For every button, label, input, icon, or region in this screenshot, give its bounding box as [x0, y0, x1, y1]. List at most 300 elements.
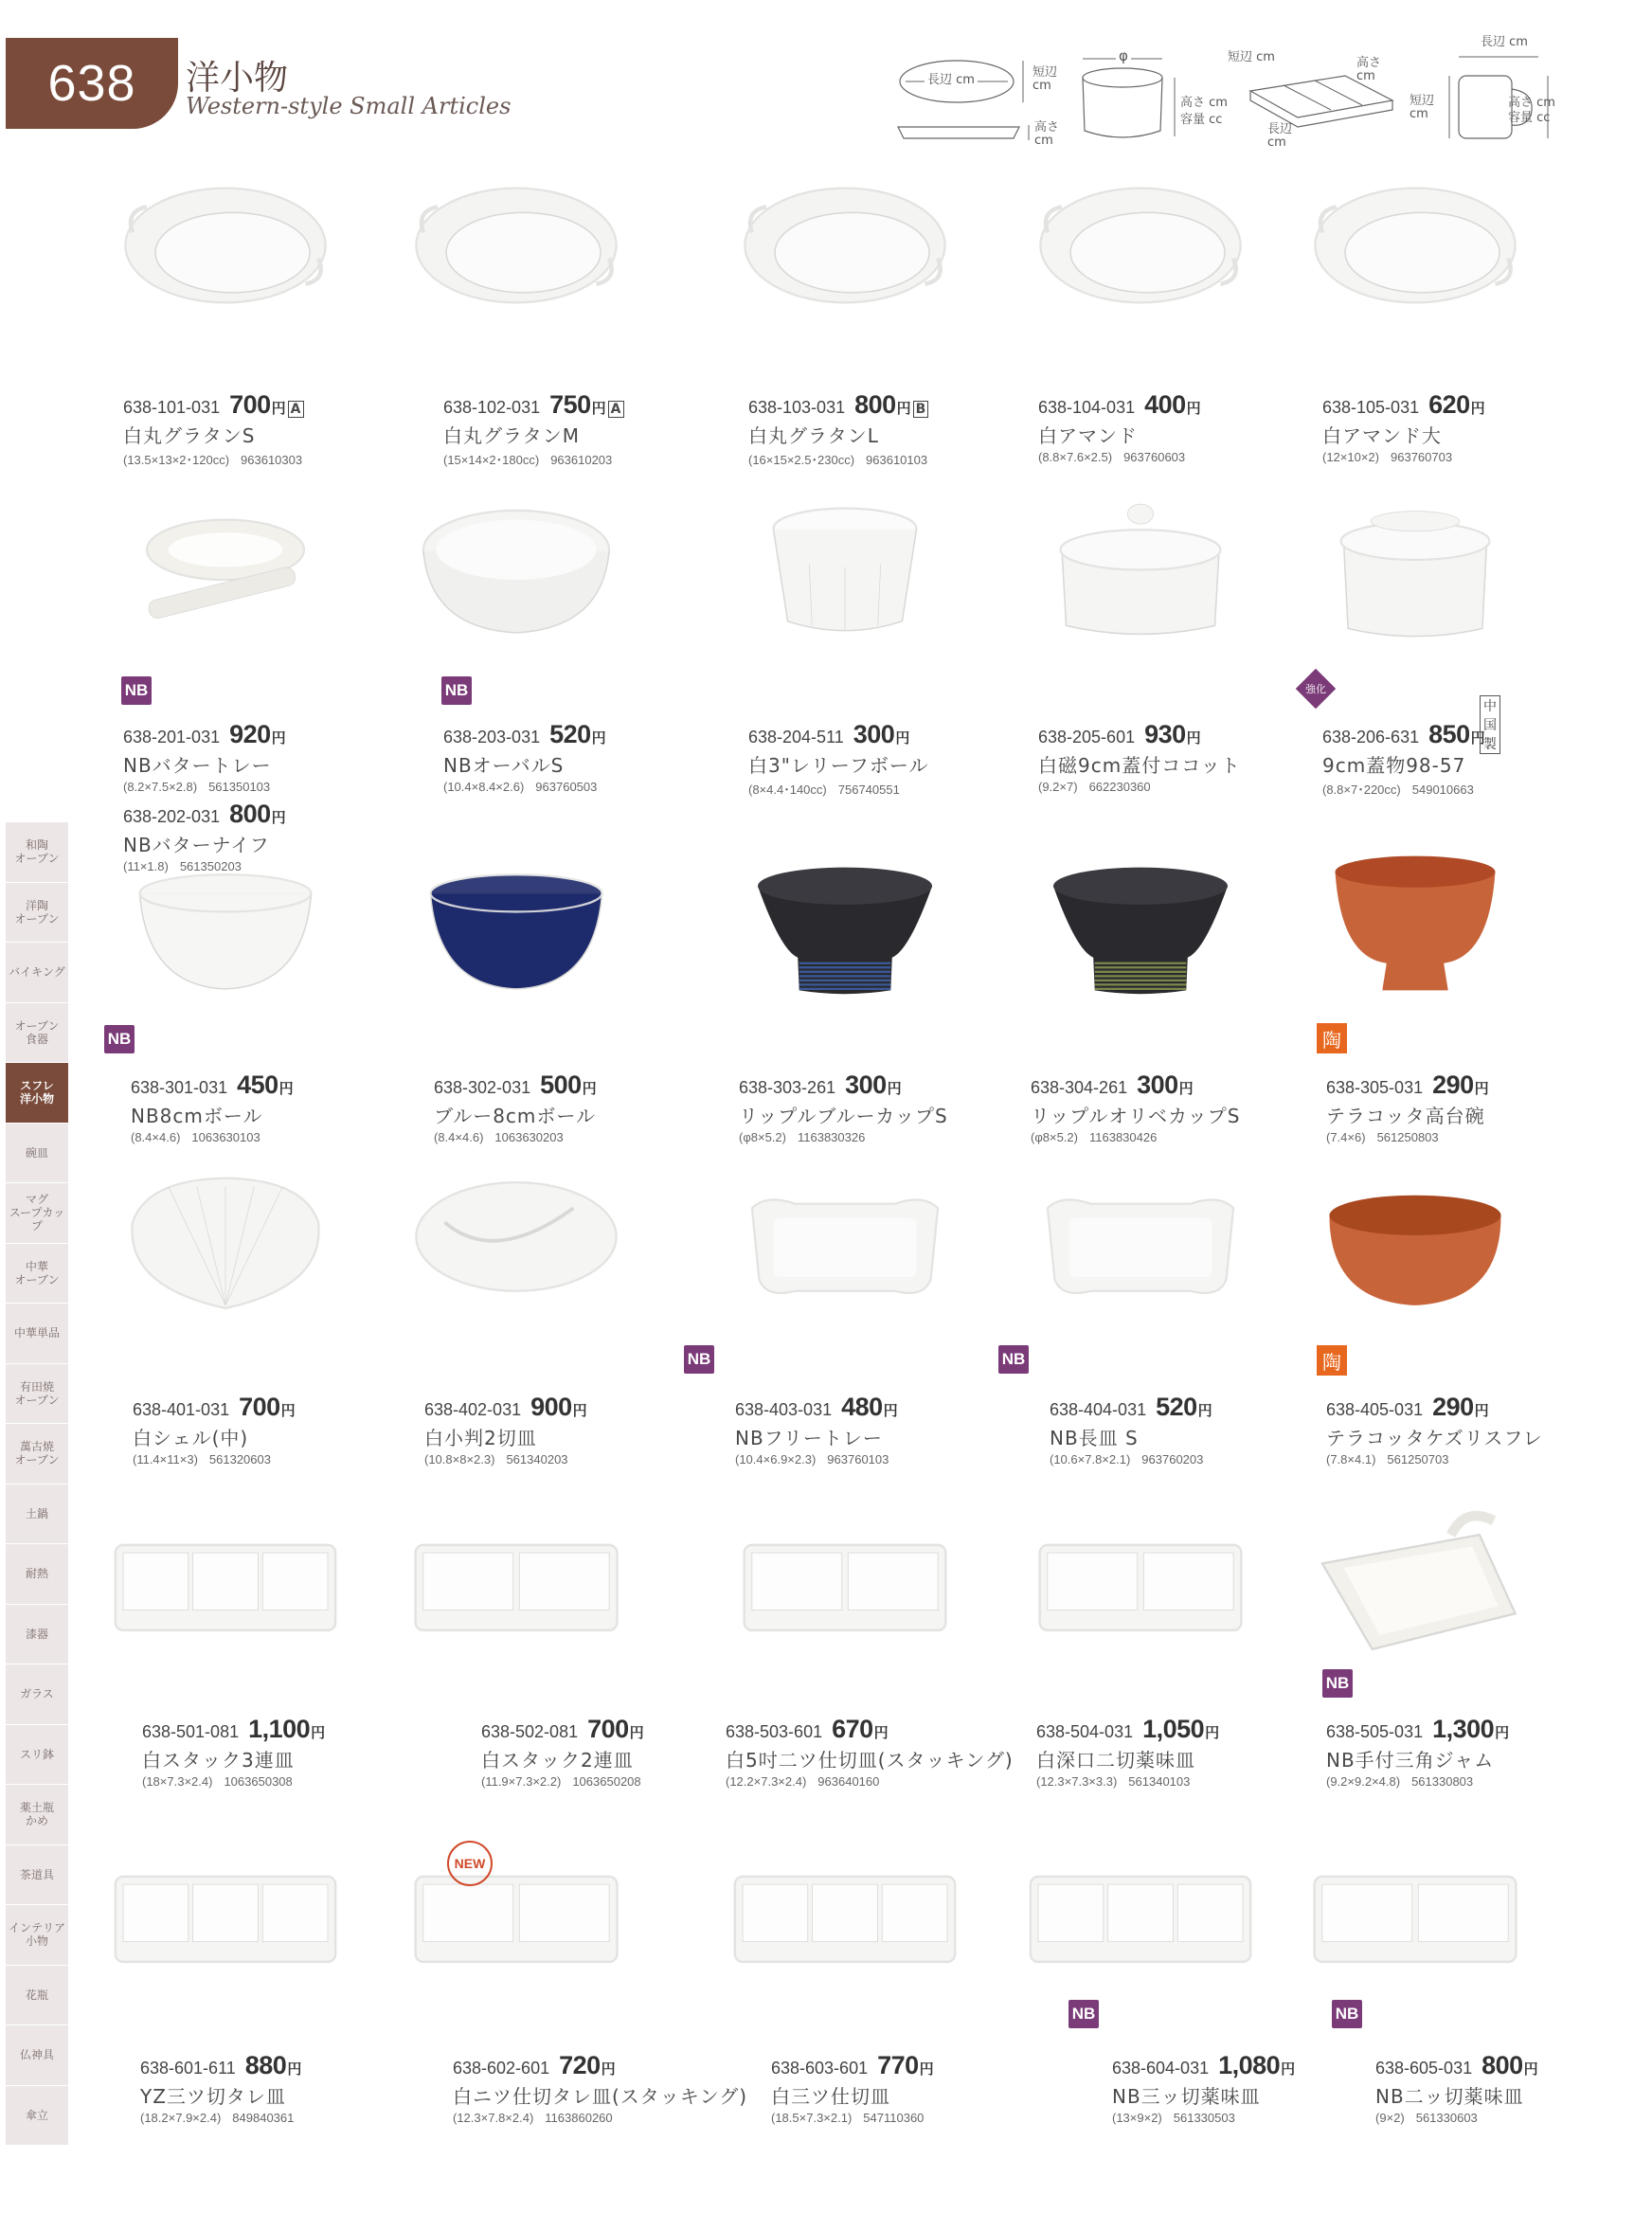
product-image	[1306, 1165, 1524, 1326]
product-info	[142, 1715, 325, 1789]
divided-illustration	[407, 1165, 625, 1322]
product-size: (φ8×5.2)	[739, 1130, 786, 1144]
product-code: 638-604-031	[1112, 2059, 1210, 2078]
product-image	[1022, 1838, 1259, 2012]
product-size: (8.4×4.6)	[434, 1130, 484, 1144]
nb-badge: NB	[1332, 2000, 1362, 2028]
product-spec	[1031, 1130, 1241, 1144]
ceramic-badge: 陶	[1317, 1023, 1347, 1053]
product-info	[1322, 390, 1485, 464]
yen-mark: 円	[1474, 1080, 1489, 1097]
tray2-illustration	[398, 1838, 635, 2008]
side-index-item[interactable]: 中華単品	[6, 1304, 68, 1364]
side-index-item[interactable]: マグ スープカップ	[6, 1183, 68, 1244]
product-code-price	[1050, 1393, 1212, 1422]
price-group	[853, 720, 910, 749]
product-size: (11.4×11×3)	[133, 1452, 198, 1466]
product-size: (9.2×7)	[1038, 780, 1078, 794]
product-code: 638-206-631	[1322, 728, 1420, 747]
product-size: (10.4×6.9×2.3)	[735, 1452, 817, 1466]
product-image	[398, 1838, 635, 2012]
product-price: 800	[854, 390, 896, 419]
product-code-price	[1326, 1393, 1543, 1422]
product-size: (11.9×7.3×2.2)	[481, 1774, 562, 1789]
ripple-illustration	[1032, 843, 1249, 1000]
product-code: 638-302-031	[434, 1078, 531, 1097]
product-info	[443, 390, 624, 468]
product-price: 880	[244, 2051, 287, 2079]
legend-pot-height: 高さ cm	[1508, 96, 1555, 110]
product-code-price	[131, 1071, 294, 1100]
product-code-price	[1038, 390, 1201, 420]
price-group	[559, 2051, 616, 2080]
product-jan: 561250803	[1376, 1130, 1439, 1144]
product-size: (16×15×2.5･230cc)	[748, 453, 855, 467]
product-size: (18×7.3×2.4)	[142, 1774, 213, 1789]
legend-oval-height: 高さ cm	[1034, 120, 1060, 148]
side-index-item[interactable]: 茶道具	[6, 1845, 68, 1906]
legend-tray-long: 長辺 cm	[1267, 122, 1293, 150]
product-code: 638-401-031	[133, 1400, 230, 1419]
product-name: NB二ッ切薬味皿	[1375, 2085, 1524, 2108]
product-jan: 1163830426	[1088, 1130, 1158, 1144]
product-image	[407, 843, 625, 1004]
product-image	[398, 1506, 635, 1681]
product-price: 300	[845, 1071, 887, 1099]
side-index-item[interactable]: オーブン 食器	[6, 1003, 68, 1064]
product-code-price	[1031, 1071, 1241, 1100]
side-index-item[interactable]: 傘立	[6, 2086, 68, 2147]
product-size: (18.2×7.9×2.4)	[140, 2111, 222, 2125]
product-image	[117, 493, 334, 654]
product-info	[1326, 1715, 1509, 1789]
side-index-item[interactable]: 和陶 オーブン	[6, 822, 68, 883]
yen-mark: 円	[311, 1724, 326, 1741]
product-code: 638-102-031	[443, 398, 541, 417]
product-code-price	[481, 1715, 644, 1744]
product-jan: 756740551	[837, 783, 900, 797]
product-spec	[481, 1774, 644, 1789]
product-spec	[123, 450, 304, 468]
product-price: 1,050	[1142, 1715, 1205, 1743]
product-jan: 561320603	[208, 1452, 271, 1466]
product-spec	[453, 2111, 747, 2125]
product-info	[443, 720, 606, 794]
side-index-item[interactable]: 薬土瓶 かめ	[6, 1785, 68, 1845]
product-code-price	[771, 2051, 934, 2080]
side-index-item[interactable]: 花瓶	[6, 1966, 68, 2026]
yen-mark: 円	[271, 809, 286, 826]
product-size: (9.2×9.2×4.8)	[1326, 1774, 1401, 1789]
yen-mark: 円	[582, 1080, 597, 1097]
price-group	[1428, 720, 1485, 749]
product-code: 638-403-031	[735, 1400, 833, 1419]
product-code: 638-504-031	[1036, 1722, 1134, 1741]
product-price: 480	[841, 1393, 883, 1421]
product-spec	[1038, 450, 1201, 464]
product-code-price	[133, 1393, 296, 1422]
product-spec	[1036, 1774, 1219, 1789]
product-name: NB8cmボール	[131, 1105, 263, 1127]
side-index-item[interactable]: 有田焼 オーブン	[6, 1364, 68, 1425]
price-group	[540, 1071, 597, 1100]
product-price: 520	[1156, 1393, 1197, 1421]
gratin-illustration	[407, 161, 625, 318]
product-image	[727, 1506, 963, 1681]
product-code-price	[443, 390, 624, 420]
gratin-illustration	[736, 161, 954, 318]
price-group	[229, 390, 303, 420]
product-code-price	[1375, 2051, 1538, 2080]
product-image	[1297, 1838, 1534, 2012]
side-index-item[interactable]: スリ鉢	[6, 1725, 68, 1786]
product-price: 1,080	[1218, 2051, 1281, 2079]
legend-pot-long: 長辺 cm	[1478, 36, 1531, 49]
pot-illustration	[1306, 493, 1524, 650]
product-code-2: 638-202-031	[123, 807, 221, 826]
product-code-price	[726, 1715, 1014, 1744]
product-size: (9×2)	[1375, 2111, 1405, 2125]
product-name: YZ三ツ切タレ皿	[140, 2085, 286, 2108]
product-name: NBオーバルS	[443, 754, 565, 777]
nb-badge: NB	[1322, 1669, 1353, 1698]
product-image	[1032, 493, 1249, 654]
category-title: 洋小物	[186, 59, 289, 98]
product-size: (12.3×7.8×2.4)	[453, 2111, 534, 2125]
price-group	[1144, 390, 1201, 420]
product-size: (18.5×7.3×2.1)	[771, 2111, 853, 2125]
product-info	[453, 2051, 747, 2125]
relief-illustration	[736, 493, 954, 650]
legend-oval-short: 短辺 cm	[1032, 65, 1058, 93]
product-info	[1031, 1071, 1241, 1144]
product-price: 800	[1481, 2051, 1523, 2079]
product-name: 白ニツ仕切タレ皿(スタッキング)	[453, 2085, 748, 2108]
reinforced-badge-label: 強化	[1305, 683, 1326, 695]
product-price-2: 800	[229, 800, 271, 828]
product-image	[1022, 1506, 1259, 1681]
product-code: 638-304-261	[1031, 1078, 1128, 1097]
price-group	[845, 1071, 902, 1100]
product-name: NB長皿 S	[1050, 1427, 1139, 1449]
product-spec	[443, 450, 624, 468]
product-price: 700	[229, 390, 271, 419]
product-jan: 963610303	[241, 453, 303, 467]
product-code-price-2	[123, 800, 286, 829]
category-subtitle: Western-style Small Articles	[186, 93, 512, 119]
product-price: 670	[832, 1715, 873, 1743]
product-info	[771, 2051, 934, 2125]
product-info	[748, 720, 929, 798]
product-jan: 963760603	[1123, 450, 1186, 464]
product-image	[736, 843, 954, 1004]
price-group	[1428, 390, 1485, 420]
product-info	[1326, 1071, 1489, 1144]
gratin-illustration	[1306, 161, 1524, 318]
product-jan: 561340103	[1128, 1774, 1191, 1789]
product-size: (8.8×7･220cc)	[1322, 783, 1401, 797]
price-group	[239, 1393, 296, 1422]
yen-mark: 円	[591, 729, 606, 747]
product-info	[748, 390, 928, 468]
side-index-item[interactable]: 碗皿	[6, 1124, 68, 1184]
product-code: 638-205-601	[1038, 728, 1136, 747]
product-spec	[1326, 1130, 1489, 1144]
side-index-item[interactable]: 漆器	[6, 1605, 68, 1665]
product-name: リップルブルーカップS	[739, 1105, 948, 1127]
product-code-price	[453, 2051, 747, 2080]
product-code: 638-204-511	[748, 728, 844, 747]
product-name: 白スタック3連皿	[142, 1749, 295, 1772]
product-code: 638-404-031	[1050, 1400, 1147, 1419]
product-spec	[1050, 1452, 1212, 1466]
price-group	[1144, 720, 1201, 749]
side-index-item[interactable]: スフレ 洋小物	[6, 1063, 68, 1124]
product-jan: 1063630103	[191, 1130, 260, 1144]
product-jan: 849840361	[232, 2111, 295, 2125]
product-image	[1032, 1165, 1249, 1326]
tray3-illustration	[727, 1838, 963, 2008]
yen-mark: 円	[896, 400, 911, 417]
tray2-illustration	[727, 1506, 963, 1677]
product-name: NB三ッ切薬味皿	[1112, 2085, 1261, 2108]
product-price: 700	[587, 1715, 629, 1743]
product-jan: 561330603	[1415, 2111, 1478, 2125]
yen-mark: 円	[629, 1724, 644, 1741]
product-jan: 547110360	[863, 2111, 925, 2125]
product-jan: 963760503	[535, 780, 598, 794]
product-image	[1306, 493, 1524, 654]
yen-mark: 円	[1470, 400, 1485, 417]
product-price: 500	[540, 1071, 582, 1099]
product-code: 638-305-031	[1326, 1078, 1424, 1097]
legend-pot-capacity: 容量 cc	[1508, 111, 1551, 125]
side-index-item[interactable]: 萬古焼 オーブン	[6, 1424, 68, 1484]
yen-mark: 円	[1186, 400, 1201, 417]
tray3-illustration	[107, 1838, 344, 2008]
product-info	[424, 1393, 587, 1466]
product-name: テラコッタ高台碗	[1326, 1105, 1485, 1127]
price-group	[1481, 2051, 1538, 2080]
product-code-price	[735, 1393, 898, 1422]
price-group	[245, 2051, 302, 2080]
product-code: 638-605-031	[1375, 2059, 1473, 2078]
product-jan: 1063650308	[224, 1774, 293, 1789]
product-size: (10.4×8.4×2.6)	[443, 780, 525, 794]
product-price: 720	[559, 2051, 601, 2079]
category-side-index	[6, 822, 68, 2146]
product-info	[131, 1071, 294, 1144]
yen-mark: 円	[919, 2060, 934, 2078]
legend-tray-height: 高さ cm	[1356, 56, 1382, 83]
product-name: NBバタートレー	[123, 754, 272, 777]
product-jan: 963760703	[1391, 450, 1453, 464]
ripple-illustration	[736, 843, 954, 1000]
product-name: ブルー8cmボール	[434, 1105, 597, 1127]
price-group	[1432, 1071, 1489, 1100]
product-spec	[735, 1452, 898, 1466]
product-name: 白アマンド大	[1322, 424, 1442, 447]
product-jan: 963760203	[1141, 1452, 1204, 1466]
product-spec	[1322, 450, 1485, 464]
product-info	[123, 390, 304, 468]
product-size: (12.3×7.3×3.3)	[1036, 1774, 1118, 1789]
product-code-price	[1322, 720, 1485, 749]
product-code-price	[1112, 2051, 1295, 2080]
product-price: 400	[1144, 390, 1186, 419]
price-group	[1142, 1715, 1219, 1744]
product-spec	[1112, 2111, 1295, 2125]
product-code-price	[140, 2051, 301, 2080]
side-index-item[interactable]: 仏神具	[6, 2025, 68, 2086]
product-spec	[771, 2111, 934, 2125]
product-code: 638-105-031	[1322, 398, 1420, 417]
price-group	[832, 1715, 889, 1744]
product-jan: 561330503	[1173, 2111, 1235, 2125]
product-image	[117, 161, 334, 322]
product-image	[1032, 161, 1249, 322]
yen-mark: 円	[601, 2060, 616, 2078]
price-group	[1137, 1071, 1194, 1100]
product-code: 638-303-261	[739, 1078, 836, 1097]
page-number: 638	[6, 38, 178, 129]
product-info	[1322, 720, 1485, 798]
product-code-price	[1322, 390, 1485, 420]
product-jan: 1163830326	[797, 1130, 866, 1144]
product-info	[1038, 390, 1201, 464]
price-group	[587, 1715, 644, 1744]
product-image	[107, 1838, 344, 2012]
side-index-item[interactable]: 洋陶 オーブン	[6, 883, 68, 944]
product-info	[481, 1715, 644, 1789]
product-spec	[726, 1774, 1014, 1789]
cup-illustration	[407, 843, 625, 1000]
product-spec	[133, 1452, 296, 1466]
product-jan: 561350103	[208, 780, 271, 794]
product-name: 白小判2切皿	[424, 1427, 537, 1449]
product-info	[739, 1071, 948, 1144]
product-code: 638-101-031	[123, 398, 221, 417]
yen-mark: 円	[280, 1402, 296, 1419]
price-group	[877, 2051, 934, 2080]
yen-mark: 円	[883, 1402, 898, 1419]
grade-badge: A	[288, 401, 304, 418]
product-image	[1032, 843, 1249, 1004]
product-name: 白丸グラタンL	[748, 424, 879, 447]
side-index-item[interactable]: 耐熱	[6, 1544, 68, 1605]
side-index-item[interactable]: 土鍋	[6, 1484, 68, 1545]
product-spec	[1375, 2111, 1538, 2125]
product-info	[726, 1715, 1014, 1789]
product-code: 638-104-031	[1038, 398, 1136, 417]
side-index-item[interactable]: バイキング	[6, 943, 68, 1003]
product-spec	[424, 1452, 587, 1466]
product-jan: 662230360	[1088, 780, 1151, 794]
product-image	[1306, 843, 1524, 1004]
product-price: 300	[1137, 1071, 1178, 1099]
product-code: 638-402-031	[424, 1400, 522, 1419]
freetray-illustration	[736, 1165, 954, 1322]
price-group	[237, 1071, 294, 1100]
product-code-price	[434, 1071, 597, 1100]
price-group	[549, 390, 623, 420]
tray3-illustration	[1022, 1838, 1259, 2008]
yen-mark: 円	[287, 2060, 302, 2078]
product-price: 520	[549, 720, 591, 748]
price-group	[1432, 1715, 1509, 1744]
nb-badge: NB	[104, 1025, 135, 1053]
product-jan: 963760103	[827, 1452, 889, 1466]
price-group	[530, 1393, 587, 1422]
yen-mark: 円	[1197, 1402, 1212, 1419]
yen-mark: 円	[1470, 729, 1485, 747]
legend-round-capacity: 容量 cc	[1180, 113, 1223, 127]
product-name: 白丸グラタンM	[443, 424, 581, 447]
product-name: 白アマンド	[1038, 424, 1138, 447]
product-price: 290	[1432, 1393, 1474, 1421]
tray2-illustration	[1022, 1506, 1259, 1677]
product-price: 450	[237, 1071, 278, 1099]
yen-mark: 円	[1186, 729, 1201, 747]
product-name: NB手付三角ジャム	[1326, 1749, 1495, 1772]
product-name: 白5吋二ツ仕切皿(スタッキング)	[726, 1749, 1014, 1772]
product-spec	[443, 780, 606, 794]
product-name: NBフリートレー	[735, 1427, 883, 1449]
product-jan: 561340203	[506, 1452, 568, 1466]
product-price: 290	[1432, 1071, 1474, 1099]
product-name: 9cm蓋物98-57	[1322, 754, 1466, 777]
product-image	[407, 161, 625, 322]
nb-badge: NB	[684, 1345, 714, 1374]
product-code-price	[1326, 1071, 1489, 1100]
souffle-illustration	[1306, 1165, 1524, 1322]
side-index-item[interactable]: インテリア 小物	[6, 1905, 68, 1966]
side-index-item[interactable]: ガラス	[6, 1664, 68, 1725]
grade-badge: A	[608, 401, 624, 418]
product-info	[1050, 1393, 1212, 1466]
product-code: 638-201-031	[123, 728, 221, 747]
product-code: 638-103-031	[748, 398, 846, 417]
product-size: (8.4×4.6)	[131, 1130, 181, 1144]
nb-badge: NB	[121, 676, 152, 705]
product-price: 850	[1428, 720, 1470, 748]
yen-mark: 円	[873, 1724, 889, 1741]
product-jan: 561330803	[1411, 1774, 1474, 1789]
yen-mark: 円	[1495, 1724, 1510, 1741]
side-index-item[interactable]: 中華 オーブン	[6, 1244, 68, 1304]
product-info	[735, 1393, 898, 1466]
product-name: リップルオリベカップS	[1031, 1105, 1241, 1127]
yen-mark: 円	[1523, 2060, 1538, 2078]
product-code-price	[424, 1393, 587, 1422]
freetray-illustration	[1032, 1165, 1249, 1322]
price-group	[248, 1715, 325, 1744]
product-code: 638-501-081	[142, 1722, 240, 1741]
product-info	[1036, 1715, 1219, 1789]
product-jan: 963610103	[866, 453, 928, 467]
product-name: 白シェル(中)	[133, 1427, 249, 1449]
legend-round-diameter: φ	[1116, 49, 1131, 63]
product-jan: 1063650208	[572, 1774, 641, 1789]
product-name: 白深口二切薬味皿	[1036, 1749, 1195, 1772]
product-price: 920	[229, 720, 271, 748]
product-spec	[739, 1130, 948, 1144]
product-price: 900	[530, 1393, 572, 1421]
product-code: 638-502-081	[481, 1722, 579, 1741]
price-group	[229, 720, 286, 749]
product-name: 白三ツ仕切皿	[771, 2085, 890, 2108]
product-code-price	[748, 720, 929, 749]
